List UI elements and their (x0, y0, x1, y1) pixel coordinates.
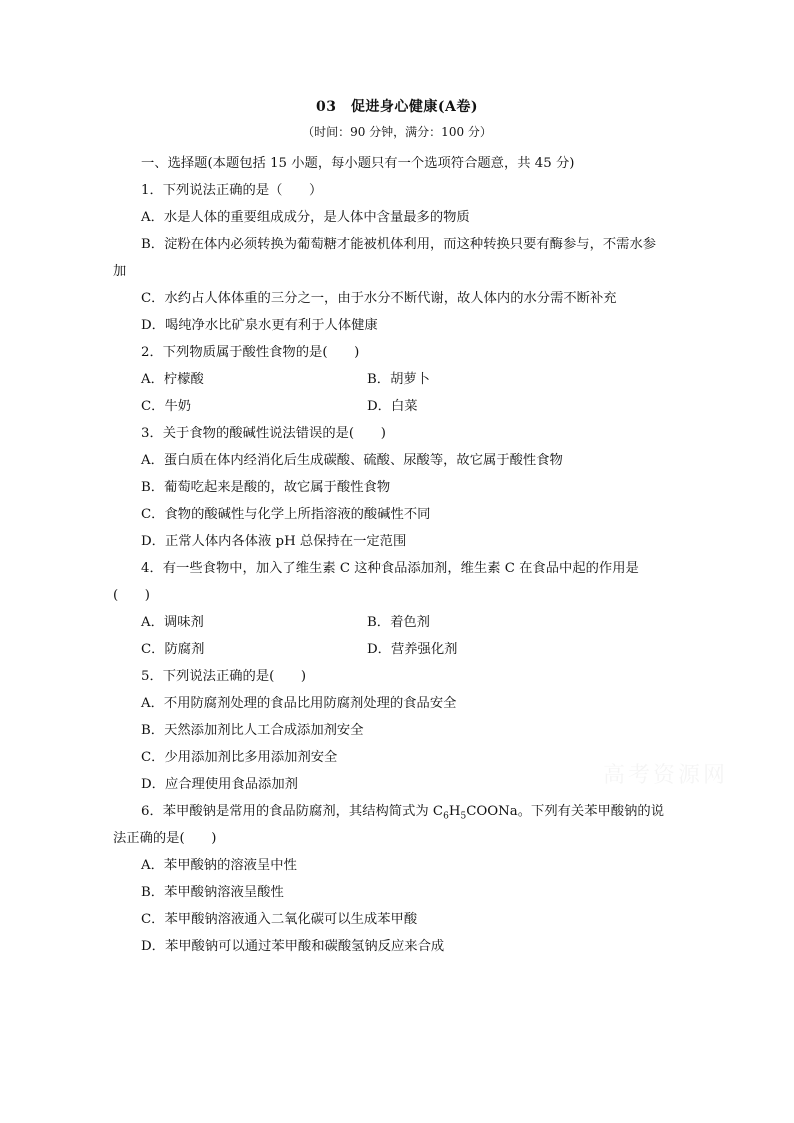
option-4d: D．营养强化剂 (367, 642, 458, 657)
section-heading: 一、选择题(本题包括 15 小题，每小题只有一个选项符合题意，共 45 分) (141, 156, 575, 171)
option-row (113, 393, 683, 420)
option-6d: D．苯甲酸钠可以通过苯甲酸和碳酸氢钠反应来合成 (141, 939, 445, 954)
question-stem-1: 1．下列说法正确的是（ ） (141, 183, 323, 198)
option-1c: C．水约占人体体重的三分之一，由于水分不断代谢，故人体内的水分需不断补充 (141, 291, 617, 306)
option-2b: B．胡萝卜 (367, 372, 430, 387)
option-3b: B．葡萄吃起来是酸的，故它属于酸性食物 (141, 480, 391, 495)
question-stem-4: 4．有一些食物中，加入了维生素 C 这种食品添加剂，维生素 C 在食品中起的作用是 (141, 561, 639, 576)
option-6b: B．苯甲酸钠溶液呈酸性 (141, 885, 284, 900)
option-4c: C．防腐剂 (141, 642, 205, 657)
option-3d: D．正常人体内各体液 pH 总保持在一定范围 (141, 534, 407, 549)
option-4a: A．调味剂 (141, 615, 204, 630)
stem-text: H (448, 804, 461, 819)
option-1b: B．淀粉在体内必须转换为葡萄糖才能被机体利用，而这种转换只要有酶参与，不需水参 (141, 237, 657, 252)
option-1b-continuation: 加 (113, 264, 127, 279)
option-5a: A．不用防腐剂处理的食品比用防腐剂处理的食品安全 (141, 696, 457, 711)
exam-info: （时间：90 分钟，满分：100 分） (302, 125, 492, 139)
question-stem-2: 2．下列物质属于酸性食物的是( ) (141, 345, 360, 360)
subscript: 5 (460, 811, 467, 822)
option-2a: A．柠檬酸 (141, 372, 204, 387)
option-2d: D．白菜 (367, 399, 418, 414)
question-stem-3: 3．关于食物的酸碱性说法错误的是( ) (141, 426, 386, 441)
option-1a: A．水是人体的重要组成成分，是人体中含量最多的物质 (141, 210, 470, 225)
option-row (113, 609, 683, 636)
question-stem-5: 5．下列说法正确的是( ) (141, 669, 307, 684)
option-6c: C．苯甲酸钠溶液通入二氧化碳可以生成苯甲酸 (141, 912, 418, 927)
option-3c: C．食物的酸碱性与化学上所指溶液的酸碱性不同 (141, 507, 431, 522)
option-5b: B．天然添加剂比人工合成添加剂安全 (141, 723, 364, 738)
option-6a: A．苯甲酸钠的溶液呈中性 (141, 858, 297, 873)
option-4b: B．着色剂 (367, 615, 430, 630)
option-row (113, 636, 683, 663)
watermark (603, 758, 728, 789)
stem-text: 6．苯甲酸钠是常用的食品防腐剂，其结构简式为 C (141, 804, 444, 819)
option-2c: C．牛奶 (141, 399, 192, 414)
question-list (113, 150, 683, 960)
stem-text: COONa。下列有关苯甲酸钠的说 (466, 804, 664, 819)
option-3a: A．蛋白质在体内经消化后生成碳酸、硫酸、尿酸等，故它属于酸性食物 (141, 453, 563, 468)
subscript: 6 (443, 811, 449, 822)
question-stem-6 (113, 798, 683, 825)
option-5d: D．应合理使用食品添加剂 (141, 777, 298, 792)
question-stem-4-continuation: ( ) (113, 588, 150, 603)
option-row (113, 366, 683, 393)
option-1d: D．喝纯净水比矿泉水更有利于人体健康 (141, 318, 378, 333)
question-stem-6-continuation: 法正确的是( ) (113, 831, 217, 846)
page-title: 03 促进身心健康(A卷) (315, 99, 479, 115)
option-5c: C．少用添加剂比多用添加剂安全 (141, 750, 338, 765)
